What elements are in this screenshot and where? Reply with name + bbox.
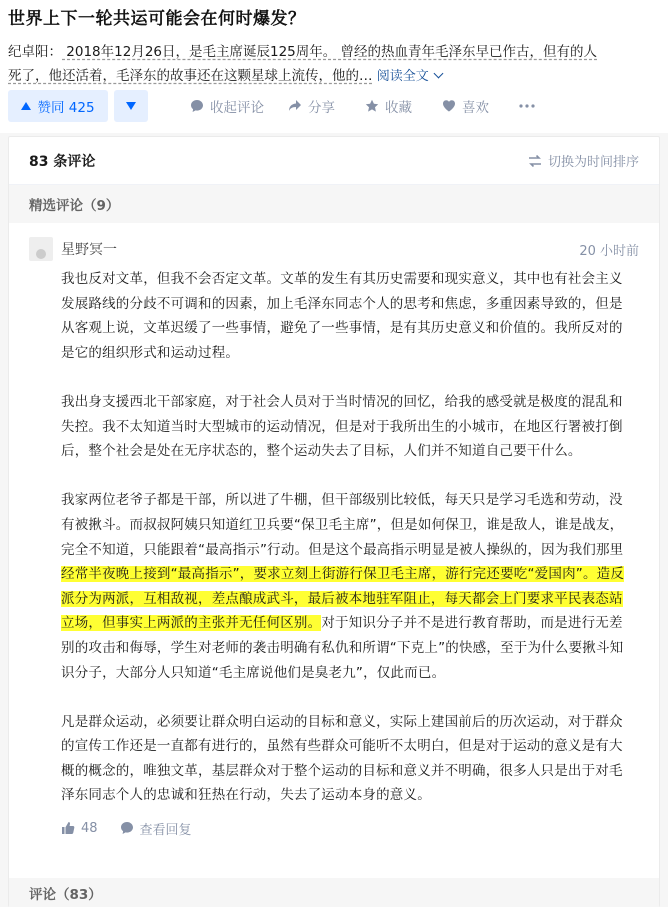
share-icon — [288, 99, 302, 113]
comment-header — [29, 237, 639, 261]
comment-bubble-icon — [120, 821, 134, 835]
featured-comments-header: 精选评论（9） — [9, 185, 659, 223]
comment-paragraph-1: 我也反对文革，但我不会否定文革。文革的发生有其历史需要和现实意义，其中也有社会主义发展路线的分歧不可调和的因素，加上毛泽东同志个人的思考和焦虑，多重因素导致的，但是从客观上说，文革迟缓了一些事情，避免了一些事情，是有其历史意义和价值的。我所反对的是它的组织形式和运动过程。 — [61, 271, 623, 361]
excerpt-author[interactable]: 纪卓阳： — [8, 44, 62, 60]
like-label: 喜欢 — [462, 100, 489, 116]
collapse-comments-button[interactable] — [190, 96, 264, 116]
chevron-down-icon — [433, 69, 443, 79]
all-comments-header: 评论（83） — [9, 878, 659, 907]
swap-arrows-icon — [528, 155, 542, 167]
comment-footer — [61, 816, 639, 840]
answer-excerpt[interactable] — [8, 40, 658, 89]
highlighted-text: 经常半夜晚上接到“最高指示”，要求立刻上街游行保卫毛主席，游行完还要吃“爱国肉”。造反派分为两派，互相敌视，差点酿成武斗，最后被本地驻军阻止，每天都会上门要求平民表态站立场，但事实上两派的主张并无任何区别。 — [61, 566, 625, 632]
downvote-arrow-icon — [126, 102, 136, 110]
sort-toggle-label: 切换为时间排序 — [547, 155, 639, 170]
avatar[interactable] — [29, 237, 53, 261]
more-dots-icon — [519, 104, 535, 108]
upvote-label: 赞同 425 — [37, 100, 95, 116]
star-icon — [365, 99, 379, 113]
view-replies-label: 查看回复 — [139, 822, 192, 838]
comment-like-button[interactable] — [61, 821, 98, 836]
comment-paragraph-3-end: 对于知识分子并不是进行教育帮助，而是进行无差别的攻击和侮辱，学生对老师的袭击明确有私仇和所谓“下克上”的快感，至于为什么要揪斗知识分子，大部分人只知道“毛主席说他们是臭老九”，仅此而已。 — [61, 615, 624, 681]
share-button[interactable] — [288, 96, 335, 116]
comment-paragraph-4: 凡是群众运动，必须要让群众明白运动的目标和意义，实际上建国前后的历次运动，对于群众的宣传工作还是一直都有进行的，虽然有些群众可能听不太明白，但是对于运动的意义是有大概的概念的，唯独文革，基层群众对于整个运动的目标和意义并不明确，很多人只是出于对毛泽东同志个人的忠诚和狂热在行动，失去了运动本身的意义。 — [61, 713, 623, 804]
heart-icon — [442, 99, 456, 113]
comment-item — [9, 223, 659, 840]
read-more-label: 阅读全文 — [376, 69, 429, 84]
sort-toggle-button[interactable] — [528, 151, 639, 170]
comment-paragraph-3 — [61, 488, 633, 685]
favorite-button[interactable] — [365, 96, 412, 116]
collapse-comments-label: 收起评论 — [210, 100, 264, 116]
excerpt-text-line1: 2018年12月26日，是毛主席诞辰125周年。 曾经的热血青年毛泽东早已作古，但有的人 — [62, 44, 598, 60]
more-options-button[interactable] — [519, 104, 541, 108]
upvote-arrow-icon — [21, 102, 31, 110]
comment-paragraph-2: 我出身支援西北干部家庭，对于社会人员对于当时情况的回忆，给我的感受就是极度的混乱和失控。我不太知道当时大型城市的运动情况，但是对于我所出生的小城市，在地区行署被打倒后，整个社会是处在无序状态的，整个运动失去了目标，人们并不知道自己要干什么。 — [61, 393, 623, 460]
answer-actions — [8, 90, 660, 122]
avatar-placeholder-icon — [36, 249, 46, 259]
thumbs-up-icon — [61, 821, 75, 835]
downvote-button[interactable] — [114, 90, 148, 122]
share-label: 分享 — [308, 100, 335, 116]
favorite-label: 收藏 — [385, 100, 412, 116]
comment-time: 20 小时前 — [579, 243, 639, 259]
question-title[interactable]: 世界上下一轮共运可能会在何时爆发？ — [8, 9, 306, 29]
comment-author[interactable]: 星野冥一 — [61, 242, 117, 258]
comments-panel — [8, 136, 660, 907]
like-button[interactable] — [442, 96, 489, 116]
comment-like-count: 48 — [81, 820, 98, 836]
read-more-link[interactable] — [377, 69, 442, 84]
upvote-button[interactable] — [8, 90, 108, 122]
comment-bubble-icon — [190, 99, 204, 113]
view-replies-button[interactable] — [120, 819, 192, 838]
comment-paragraph-3-start: 我家两位老爷子都是干部，所以进了牛棚，但干部级别比较低，每天只是学习毛选和劳动，没有被揪斗。而叔叔阿姨只知道红卫兵要“保卫毛主席”，但是如何保卫，谁是敌人，谁是战友，完全不知道，只能跟着“最高指示”行动。但是这个最高指示明显是被人操纵的，因为我们那里 — [61, 492, 624, 558]
comment-body — [61, 267, 633, 808]
comments-count: 83 条评论 — [29, 153, 96, 170]
excerpt-text-line2: 死了，他还活着，毛泽东的故事还在这颗星球上流传，他的… — [8, 68, 373, 84]
comments-header — [9, 137, 659, 185]
